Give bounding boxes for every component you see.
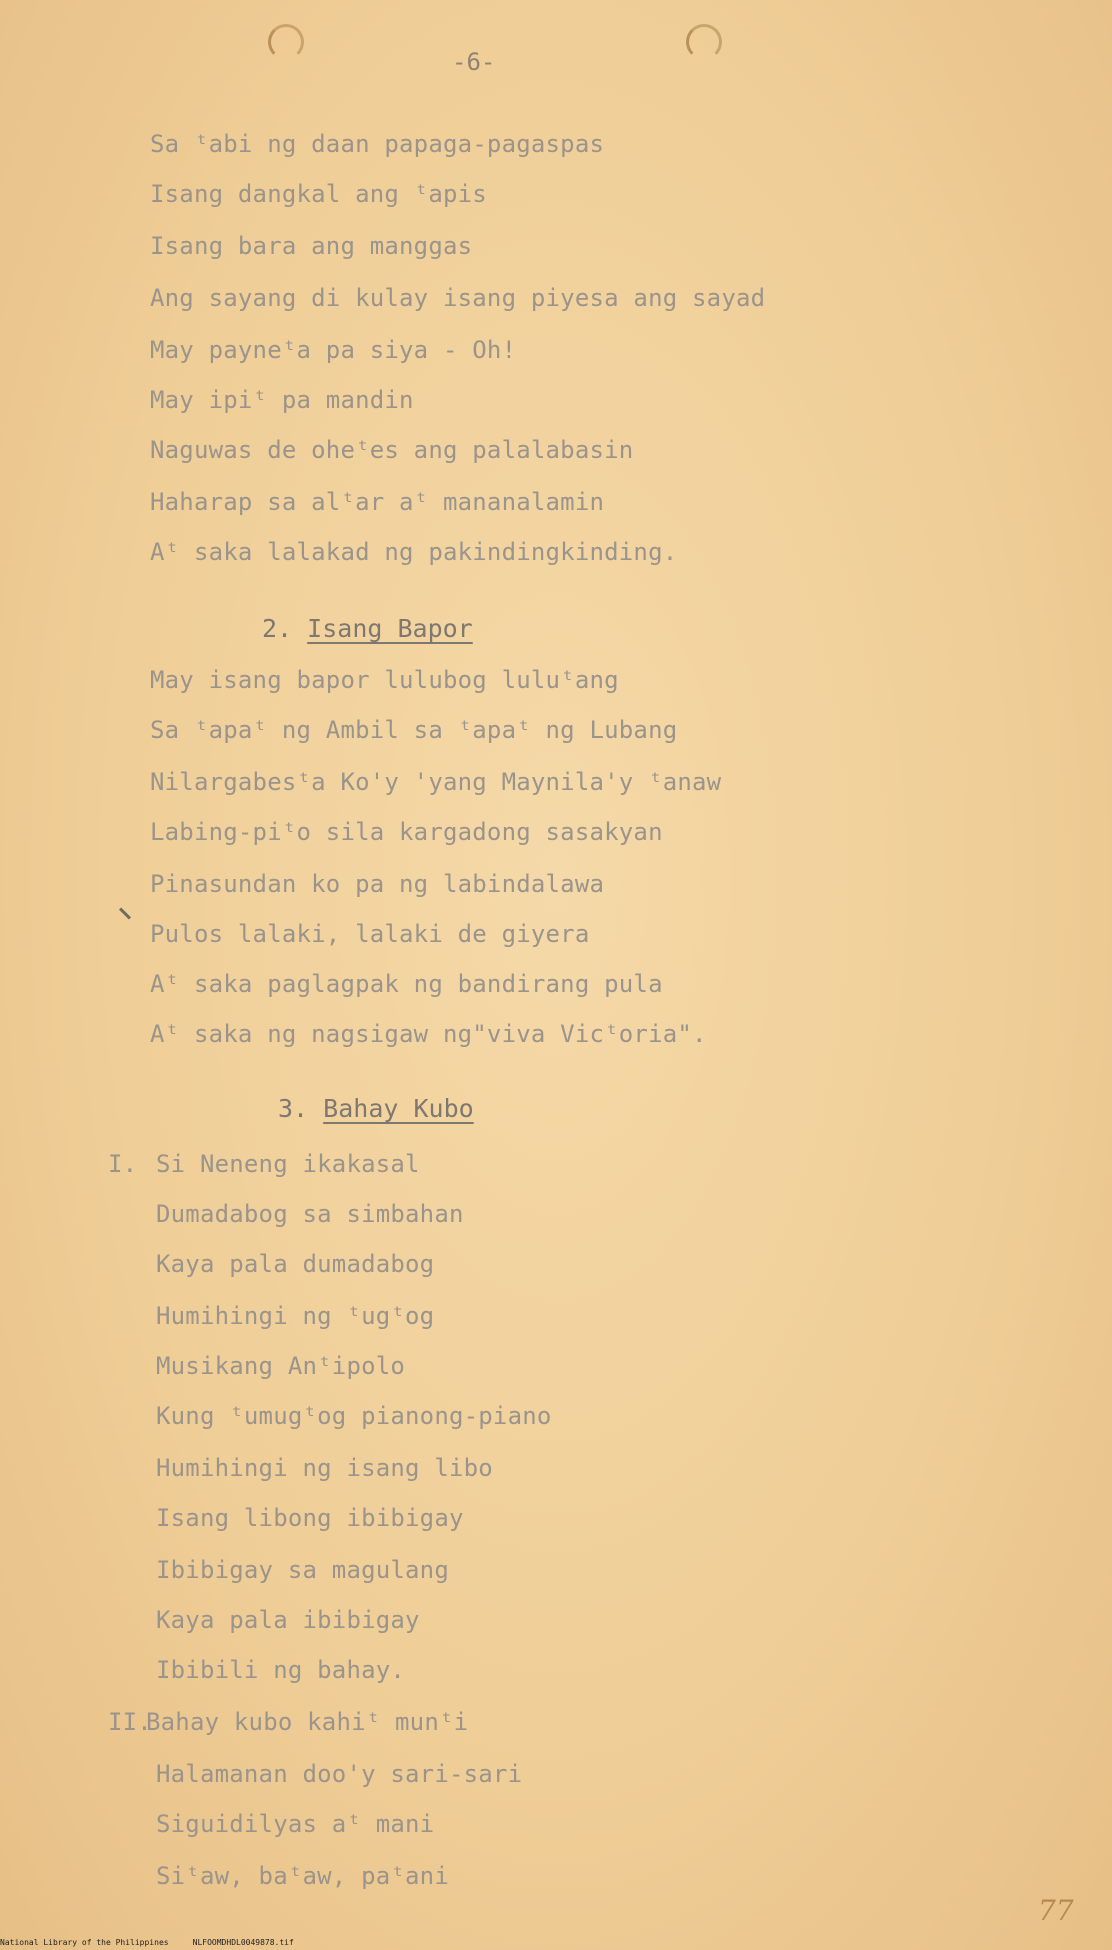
stanza1-line: May ipiᵗ pa mandin [150,386,414,414]
stanza1-line: Sa ᵗabi ng daan papaga-pagaspas [150,130,605,158]
part1-line: Dumadabog sa simbahan [156,1200,464,1228]
section2-line: Aᵗ saka paglagpak ng bandirang pula [150,970,663,998]
page-number: -6- [452,48,496,76]
part2-line: Bahay kubo kahiᵗ munᵗi [146,1708,469,1736]
punch-hole-right [686,24,722,60]
part2-line: Halamanan doo'y sari-sari [156,1760,523,1788]
part1-line: Humihingi ng isang libo [156,1454,493,1482]
section3-number: 3. [278,1094,309,1123]
section2-number: 2. [262,614,293,643]
section3-title: Bahay Kubo [323,1094,474,1123]
section2-heading [262,614,473,643]
section2-line: May isang bapor lulubog luluᵗang [150,666,619,694]
section2-line: Pinasundan ko pa ng labindalawa [150,870,605,898]
handwritten-page-mark: 77 [1038,1894,1074,1927]
section2-line: Nilargabesᵗa Ko'y 'yang Maynila'y ᵗanaw [150,768,722,796]
stanza1-line: Naguwas de oheᵗes ang palalabasin [150,436,634,464]
part2-marker: II. [108,1708,152,1736]
part1-line: Humihingi ng ᵗugᵗog [156,1302,435,1330]
part1-marker: I. [108,1150,138,1178]
part1-line: Kaya pala dumadabog [156,1250,435,1278]
stanza1-line: Ang sayang di kulay isang piyesa ang sayad [150,284,766,312]
stanza1-line: Haharap sa alᵗar aᵗ mananalamin [150,488,605,516]
stanza1-line: Isang dangkal ang ᵗapis [150,180,487,208]
section2-line: Labing-piᵗo sila kargadong sasakyan [150,818,663,846]
part1-line: Kaya pala ibibigay [156,1606,420,1634]
stanza1-line: May payneᵗa pa siya - Oh! [150,336,517,364]
stanza1-line: Isang bara ang manggas [150,232,473,260]
section2-title: Isang Bapor [307,614,473,643]
section2-line: Aᵗ saka ng nagsigaw ng"viva Vicᵗoria". [150,1020,707,1048]
part2-line: Siguidilyas aᵗ mani [156,1810,435,1838]
part1-line: Musikang Anᵗipolo [156,1352,406,1380]
section3-heading [278,1094,474,1123]
part1-line: Isang libong ibibigay [156,1504,464,1532]
punch-hole-left [268,24,304,60]
part1-line: Si Neneng ikakasal [156,1150,420,1178]
margin-tick-mark [119,907,131,919]
section2-line: Pulos lalaki, lalaki de giyera [150,920,590,948]
section2-line: Sa ᵗapaᵗ ng Ambil sa ᵗapaᵗ ng Lubang [150,716,678,744]
stanza1-line: Aᵗ saka lalakad ng pakindingkinding. [150,538,678,566]
part1-line: Ibibili ng bahay. [156,1656,406,1684]
part1-line: Kung ᵗumugᵗog pianong-piano [156,1402,552,1430]
part1-line: Ibibigay sa magulang [156,1556,449,1584]
part2-line: Siᵗaw, baᵗaw, paᵗani [156,1862,449,1890]
scan-footer: National Library of the Philippines NLFOOMDHDL0049878.tif [0,1938,294,1947]
